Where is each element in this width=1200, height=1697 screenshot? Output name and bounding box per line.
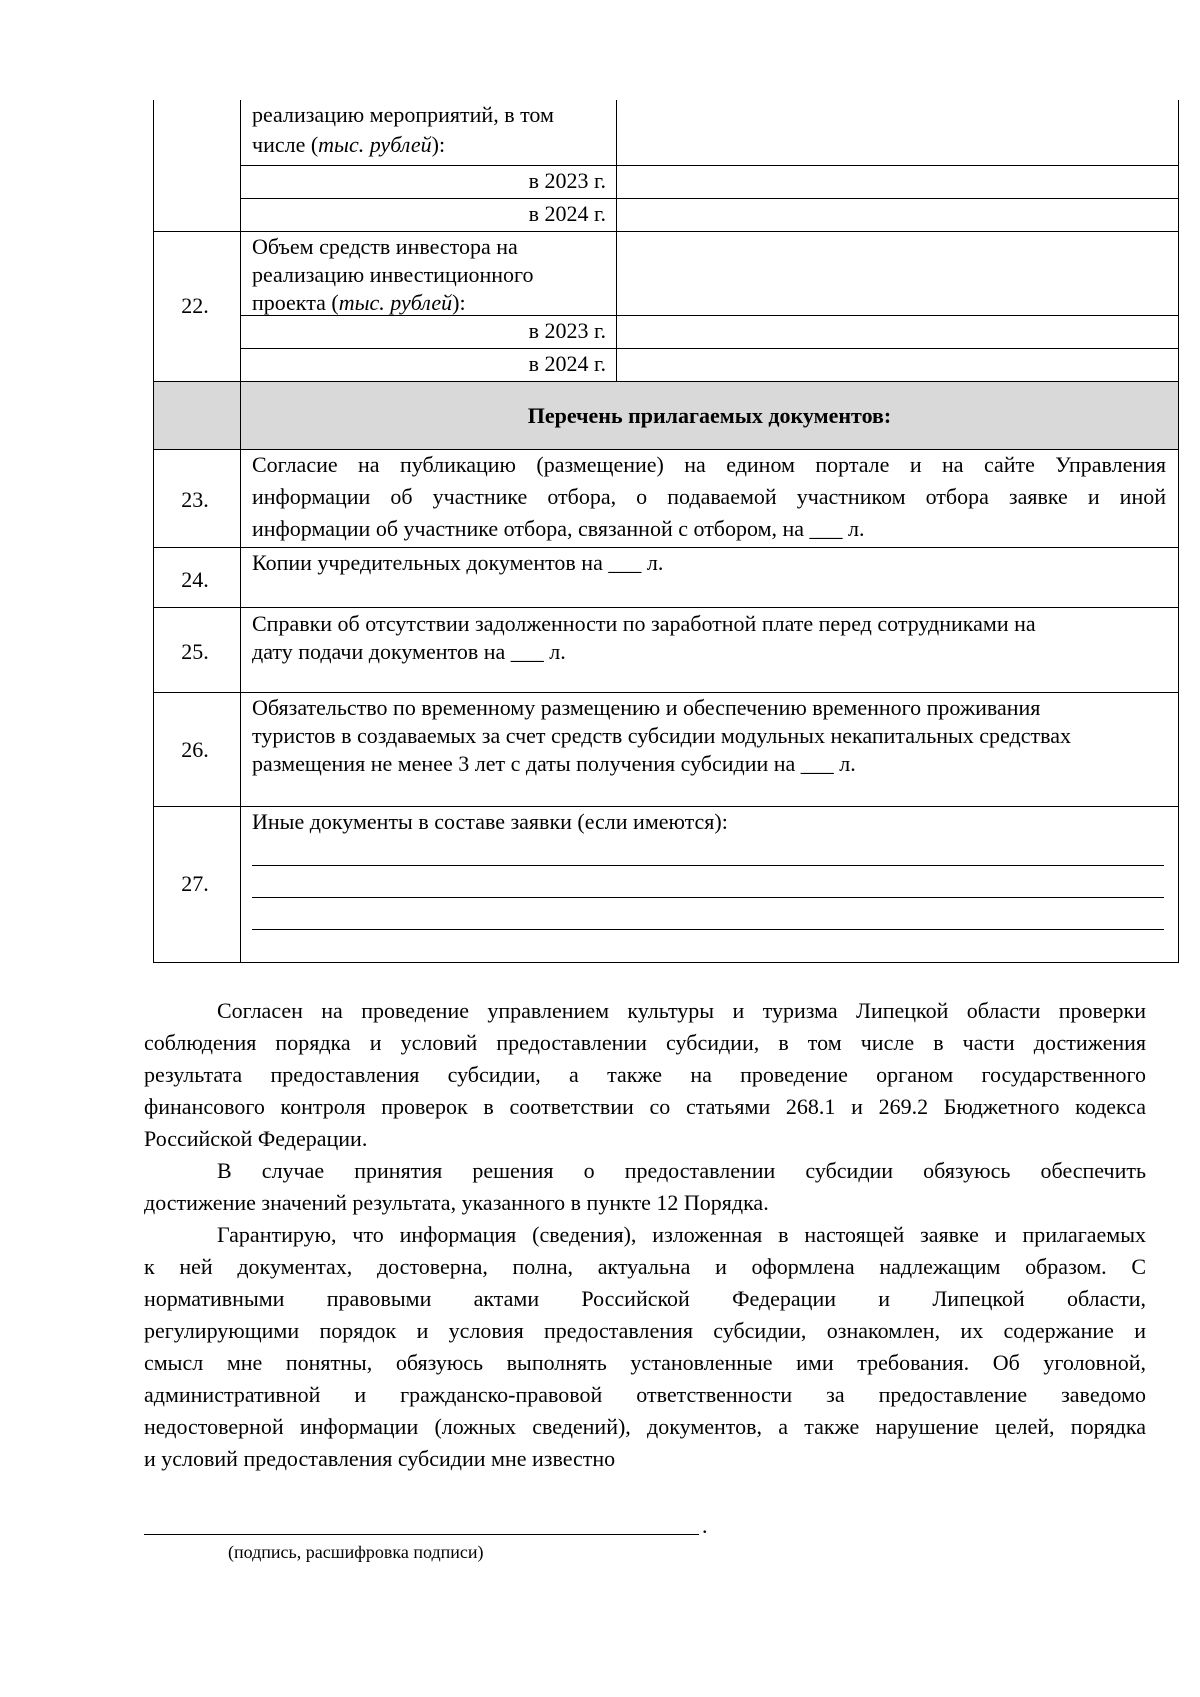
p3-line2: к ней документах, достоверна, полна, актуальна и оформлена надлежащим образом. С — [144, 1254, 1146, 1279]
row-divider — [240, 198, 1179, 199]
row22-label-line2: реализацию инвестиционного — [252, 262, 534, 287]
row27-blank-line-3[interactable] — [252, 929, 1164, 930]
row-divider — [153, 381, 1179, 382]
row25-line1: Справки об отсутствии задолженности по заработной плате перед сотрудниками на — [252, 611, 1036, 636]
row22-label-line3-italic: тыс. рублей — [338, 290, 453, 315]
table-border-col2 — [616, 100, 617, 381]
p2-line1: В случае принятия решения о предоставлении субсидии обязуюсь обеспечить — [217, 1158, 1146, 1183]
row-divider — [240, 348, 1179, 349]
row-divider — [153, 607, 1179, 608]
p3-line3: нормативными правовыми актами Российской Федерации и Липецкой области, — [144, 1286, 1146, 1311]
row-divider — [240, 165, 1179, 166]
row25-number: 25. — [181, 639, 209, 664]
row21-label-line2-italic: тыс. рублей — [318, 132, 432, 157]
row23-line3: информации об участнике отбора, связанной с отбором, на ___ л. — [252, 516, 865, 541]
p3-line5: смысл мне понятны, обязуюсь выполнять установленные ими требования. Об уголовной, — [144, 1350, 1146, 1375]
p3-line1: Гарантирую, что информация (сведения), изложенная в настоящей заявке и прилагаемых — [217, 1222, 1146, 1247]
row27-blank-line-2[interactable] — [252, 897, 1164, 898]
signature-dot: . — [702, 1513, 708, 1538]
row21-label-line2-pre: числе ( — [252, 132, 319, 157]
row25-line2: дату подачи документов на ___ л. — [252, 639, 566, 664]
p1-line1: Согласен на проведение управлением культуры и туризма Липецкой области проверки — [217, 998, 1146, 1023]
row22-label-line3 — [252, 289, 466, 317]
row21-label-line2 — [252, 131, 445, 159]
row22-label-line1: Объем средств инвестора на — [252, 234, 518, 259]
row26-number: 26. — [181, 737, 209, 762]
p1-line3: результата предоставления субсидии, а также на проведение органом государственного — [144, 1062, 1146, 1087]
row-divider — [153, 692, 1179, 693]
p1-line4: финансового контроля проверок в соответствии со статьями 268.1 и 269.2 Бюджетного кодекса — [144, 1094, 1146, 1119]
row22-number: 22. — [181, 293, 209, 318]
p3-line7: недостоверной информации (ложных сведений), документов, а также нарушение целей, порядка — [144, 1414, 1146, 1439]
row21-year-2023: в 2023 г. — [528, 168, 606, 193]
row23-number: 23. — [181, 487, 209, 512]
row21-year-2024: в 2024 г. — [528, 201, 606, 226]
row-divider — [153, 547, 1179, 548]
p2-line2: достижение значений результата, указанного в пункте 12 Порядка. — [144, 1190, 769, 1215]
row22-year-2023: в 2023 г. — [528, 318, 606, 343]
row27-number: 27. — [181, 871, 209, 896]
row21-label-line1: реализацию мероприятий, в том — [252, 102, 554, 127]
signature-line[interactable] — [144, 1534, 699, 1535]
row26-line1: Обязательство по временному размещению и обеспечению временного проживания — [252, 695, 1041, 720]
row21-label-line2-post: ): — [431, 132, 446, 157]
row22-label-line3-pre: проекта ( — [252, 290, 339, 315]
table-border-right — [1178, 100, 1179, 962]
table-border-bottom — [153, 962, 1179, 963]
row27-line1: Иные документы в составе заявки (если имеются): — [252, 809, 728, 834]
p1-line5: Российской Федерации. — [144, 1126, 368, 1151]
table-border-left — [153, 100, 154, 962]
p1-line2: соблюдения порядка и условий предоставлении субсидии, в том числе в части достижения — [144, 1030, 1146, 1055]
row-divider — [153, 806, 1179, 807]
p3-line6: административной и гражданско-правовой ответственности за предоставление заведомо — [144, 1382, 1146, 1407]
section-header: Перечень прилагаемых документов: — [527, 403, 892, 428]
row23-line2: информации об участнике отбора, о подаваемой участником отбора заявке и иной — [252, 484, 1166, 509]
row24-number: 24. — [181, 567, 209, 592]
row23-line1: Согласие на публикацию (размещение) на едином портале и на сайте Управления — [252, 452, 1166, 477]
row22-label-line3-post: ): — [452, 290, 466, 315]
row26-line3: размещения не менее 3 лет с даты получения субсидии на ___ л. — [252, 751, 856, 776]
row22-year-2024: в 2024 г. — [528, 351, 606, 376]
p3-line4: регулирующими порядок и условия предоставления субсидии, ознакомлен, их содержание и — [144, 1318, 1146, 1343]
row26-line2: туристов в создаваемых за счет средств субсидии модульных некапитальных средствах — [252, 723, 1071, 748]
row27-blank-line-1[interactable] — [252, 865, 1164, 866]
row24-line1: Копии учредительных документов на ___ л. — [252, 550, 664, 575]
signature-caption: (подпись, расшифровка подписи) — [228, 1542, 484, 1562]
table-border-col1 — [240, 100, 241, 962]
p3-line8: и условий предоставления субсидии мне известно — [144, 1446, 616, 1471]
row-divider — [153, 231, 1179, 232]
